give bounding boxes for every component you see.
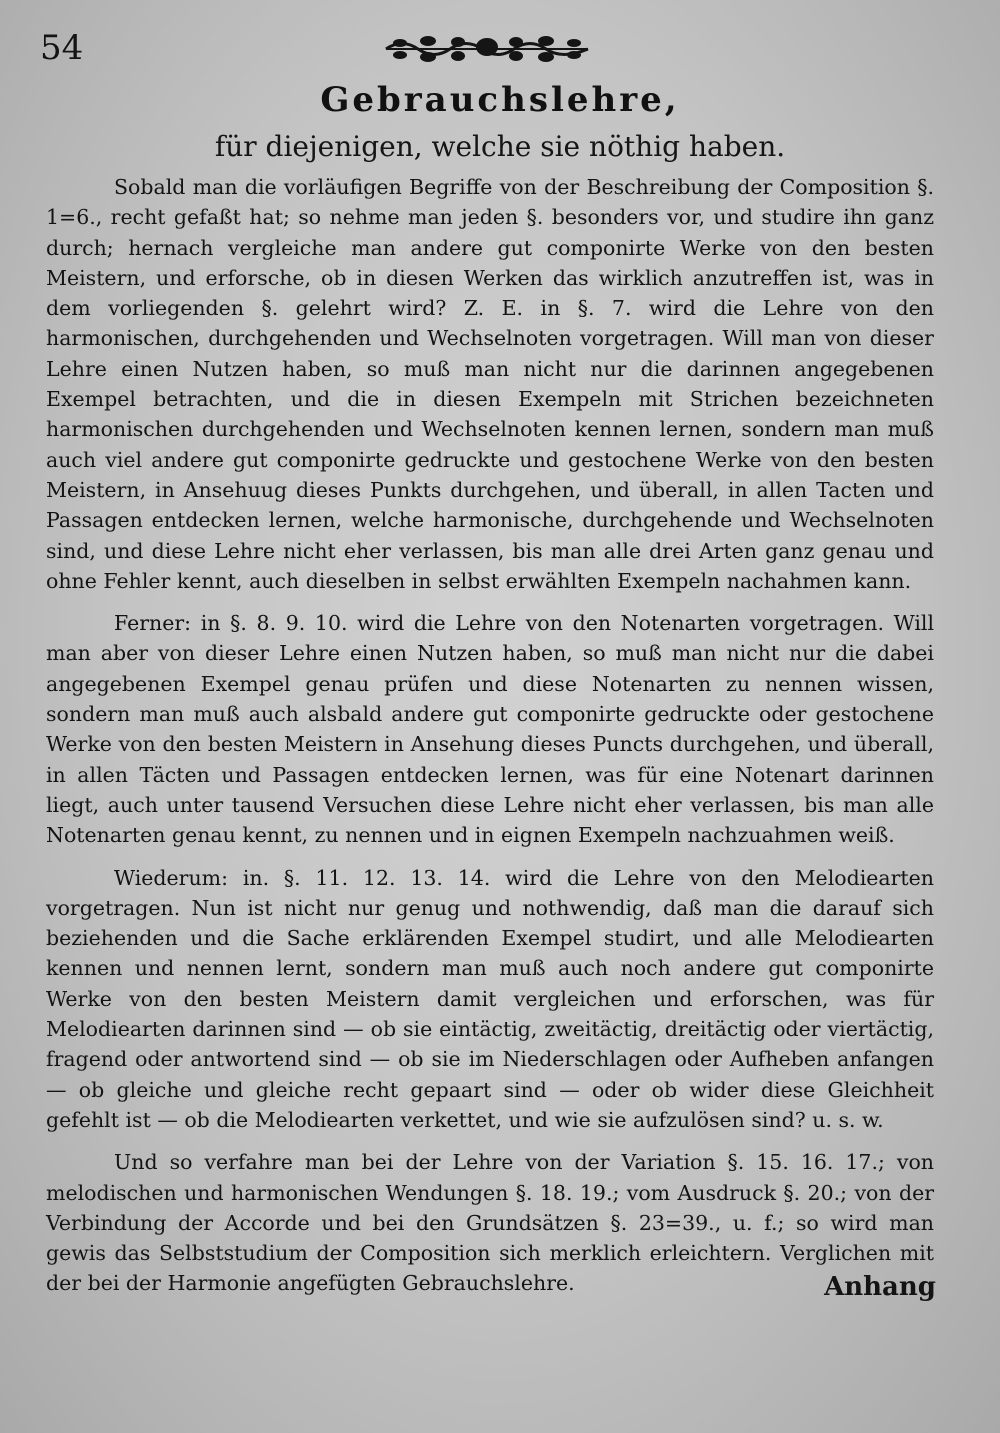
paragraph-4: Und so verfahre man bei der Lehre von der Variation §. 15. 16. 17.; von melodischen und harmonischen Wendungen §. 18. 19.; vom Ausdruck §. 20.; von der Verbindung der Accorde und bei den Grundsätzen §. 23=39., u. f.; so wird man gewis das Selbststudium der Composition sich merklich erleichtern. Verglichen mit der bei der Harmonie angefügten Gebrauchslehre. bbox=[46, 1150, 934, 1296]
paragraph-3: Wiederum: in. §. 11. 12. 13. 14. wird die Lehre von den Melodiearten vorgetragen. Nun ist nicht nur genug und nothwendig, daß man die darauf sich beziehenden und die Sache erklärenden Exempel studirt, und alle Melodiearten kennen und nennen lernt, sondern man muß auch noch andere gut componirte Werke von den besten Meistern damit vergleichen und erforschen, was für Melodiearten darinnen sind — ob sie eintäctig, zweitäctig, dreitäctig oder viertäctig, fragend oder antwortend sind — ob sie im Niederschlagen oder Aufheben anfangen — ob gleiche und gleiche recht gepaart sind — oder ob wider diese Gleichheit gefehlt ist — ob die Melodiearten verkettet, und wie sie aufzulösen sind? u. s. w. bbox=[46, 865, 934, 1132]
page-subtitle: für diejenigen, welche sie nöthig haben. bbox=[214, 130, 786, 163]
page-number: 54 bbox=[40, 28, 84, 68]
vine-ornament-icon bbox=[382, 30, 592, 64]
paragraph-2: Ferner: in §. 8. 9. 10. wird die Lehre von den Notenarten vorgetragen. Will man aber von dieser Lehre einen Nutzen haben, so muß man nicht nur die dabei angegebenen Exempel genau prüfen und diese Notenarten zu nennen wissen, sondern man muß auch alsbald andere gut componirte gedruckte oder gestochene Werke von den besten Meistern in Ansehung dieses Puncts durchgehen, und überall, in allen Täcten und Passagen entdecken lernen, was für eine Notenart darinnen liegt, auch unter tausend Versuchen diese Lehre nicht eher verlassen, bis man alle Notenarten genau kennt, zu nennen und in eignen Exempeln nachzuahmen weiß. bbox=[46, 611, 934, 848]
page-title: Gebrauchslehre, bbox=[320, 80, 680, 120]
paragraph-1: Sobald man die vorläufigen Begriffe von der Beschreibung der Composition §. 1=6., recht gefaßt hat; so nehme man jeden §. besonders vor, und studire ihn ganz durch; hernach vergleiche man andere gut componirte Werke von den besten Meistern, und erforsche, ob in diesen Werken das wirklich anzutreffen ist, was in dem vorliegenden §. gelehrt wird? Z. E. in §. 7. wird die Lehre von den harmonischen, durchgehenden und Wechselnoten vorgetragen. Will man von dieser Lehre einen Nutzen haben, so muß man nicht nur die darinnen angegebenen Exempel betrachten, und die in diesen Exempeln mit Strichen bezeichneten harmonischen durchgehenden und Wechselnoten kennen lernen, sondern man muß auch viel andere gut componirte gedruckte und gestochene Werke von den besten Meistern, in Ansehuug dieses Punkts durchgehen, und überall, in allen Tacten und Passagen entdecken lernen, welche harmonische, durchgehende und Wechselnoten sind, und diese Lehre nicht eher verlassen, bis man alle drei Arten ganz genau und ohne Fehler kennt, auch dieselben in selbst erwählten Exempeln nachahmen kann. bbox=[46, 175, 934, 593]
body-text bbox=[46, 172, 934, 1299]
catchword: Anhang bbox=[824, 1272, 936, 1302]
